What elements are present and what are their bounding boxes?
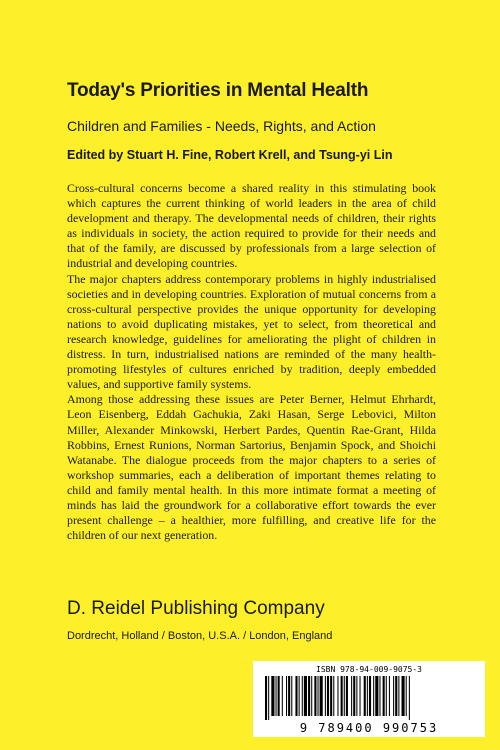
barcode-bar [299,676,300,716]
blurb-paragraph-3: Among those addressing these issues are Peter Berner, Helmut Ehrhardt, Leon Eisenberg, Eddah Gachukia, Zaki Hasan, Serge Lebovici, Milton Miller, Alexander Minkowski, Herbert Pardes, Quentin Rae-Grant, Hilda Robbins, Ernest Runions, Norman Sartorius, Benjamin Spock, and Shoichi Watanabe. The dialogue proceeds from the major chapters to a series of workshop summaries, each a deliberation of important themes relating to child and family mental health. In this more intimate format a meeting of minds has laid the groundwork for a collaborative effort towards the ever present challenge – a healthier, more fulfilling, and creative life for the children of our next generation. [67,392,436,543]
barcode-bar [314,676,316,716]
blurb-paragraph-2: The major chapters address contemporary problems in highly industrialised societies and in developing countries. Exploration of mutual concerns from a cross-cultural perspective provides the unique opportunity for developing nations to avoid duplicating mistakes, yet to select, from theoretical and research knowledge, guidelines for ameliorating the plight of children in distress. In turn, industrialised nations are reminded of the many health-promoting lifestyles of cultures enriched by tradition, deeply embedded values, and supportive family systems. [67,271,436,392]
barcode-bar [333,676,334,716]
barcode-bar [389,676,390,716]
barcode-digits: 9 789400 990753 [299,721,439,735]
barcode-bar [320,676,323,716]
barcode-bar [302,676,303,716]
blurb [67,181,436,543]
isbn-label: ISBN 978-94-009-9075-3 [316,665,422,674]
barcode-bar [383,676,385,716]
barcode-bar [268,676,269,720]
blurb-paragraph-1: Cross-cultural concerns become a shared reality in this stimulating book which captures the current thinking of world leaders in the area of child development and therapy. The developmental needs of children, their rights as individuals in society, the action required to provide for their needs and that of the family, are discussed by professionals from a large selection of industrial and developing countries. [67,181,436,271]
barcode-bar [327,676,329,716]
barcode-bar [282,676,283,716]
barcode-bar [265,676,267,720]
barcode-bar [288,676,290,716]
barcode-bar [278,676,280,716]
barcode-bar [364,676,366,716]
barcode-bar [330,676,332,716]
barcode-bar [375,676,378,716]
editors-line: Edited by Stuart H. Fine, Robert Krell, and Tsung-yi Lin [67,148,393,162]
barcode-bar [356,676,357,716]
barcode-bar [353,676,355,716]
barcode-bar [367,676,368,716]
barcode-bar [291,676,292,716]
barcode-bar [286,676,287,716]
book-title: Today's Priorities in Mental Health [67,80,369,101]
barcode-bar [311,676,312,716]
barcode-bar [360,676,361,716]
barcode-bar [304,676,307,716]
barcode-bar [393,676,394,716]
barcode-bar [337,676,338,716]
barcode-bar [386,676,387,716]
barcode-bar [344,676,345,716]
barcode-bar [409,676,410,720]
publisher-locations: Dordrecht, Holland / Boston, U.S.A. / London, England [67,630,333,642]
barcode-bar [402,676,405,716]
barcode-bar [373,676,374,716]
barcode-bar [406,676,407,716]
barcode-bar [318,676,319,716]
barcode-bar [398,676,399,716]
barcode-bar [325,676,326,716]
barcode-bar [379,676,380,716]
barcode-bar [308,676,310,716]
publisher-name: D. Reidel Publishing Company [67,598,325,619]
book-subtitle: Children and Families - Needs, Rights, and Action [67,118,376,134]
barcode-panel [253,661,485,737]
barcode-bar [395,676,397,716]
barcode-bar [351,676,352,716]
barcode-bar [276,676,277,716]
barcode-bar [341,676,343,716]
barcode-bar [271,676,274,716]
barcode-bar [369,676,371,716]
barcode-bars-icon [265,676,473,720]
barcode-bar [346,676,348,716]
barcode-bar [295,676,297,716]
